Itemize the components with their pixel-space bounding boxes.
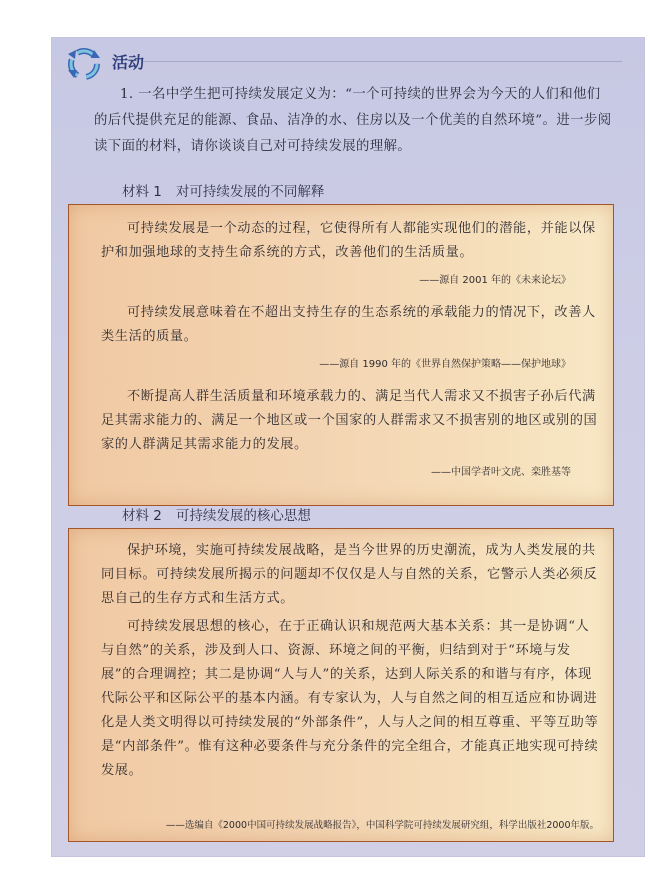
quote-3-text: 不断提高人群生活质量和环境承载力的、满足当代人需求又不损害子孙后代满足其需求能力的、满足一个地区或一个国家的人群需求又不损害别的地区或别的国家的人群满足其需求能力的发展。	[101, 389, 598, 452]
quote-1-text: 可持续发展是一个动态的过程，它使得所有人都能实现他们的潜能，并能以保护和加强地球的支持生命系统的方式，改善他们的生活质量。	[101, 221, 596, 260]
material-1-heading	[122, 180, 324, 200]
quote-2-text: 可持续发展意味着在不超出支持生存的生态系统的承载能力的情况下，改善人类生活的质量。	[101, 305, 596, 344]
material-2-heading	[122, 504, 311, 524]
quote-2-source: ——源自 1990 年的《世界自然保护策略——保护地球》	[319, 359, 571, 370]
quote-3-source: ——中国学者叶文虎、栾胜基等	[431, 467, 571, 478]
material-2-paragraph-2: 可持续发展思想的核心，在于正确认识和规范两大基本关系：其一是协调“人与自然”的关系，涉及到人口、资源、环境之间的平衡，归结到对于“环境与发展”的合理调控；其二是协调“人与人”的关系，达到人际关系的和谐与有序，体现代际公平和区际公平的基本内涵。有专家认为，人与自然之间的相互适应和协调进化是人类文明得以可持续发展的“外部条件”，人与人之间的相互尊重、平等互助等是“内部条件”。惟有这种必要条件与充分条件的完全组合，才能真正地实现可持续发展。	[101, 619, 599, 778]
textbook-page	[52, 38, 644, 856]
quote-1-source: ——源自 2001 年的《未来论坛》	[419, 275, 571, 286]
material-1-title: 对可持续发展的不同解释	[175, 184, 325, 200]
material-1-box	[68, 204, 614, 506]
section-title: 活动	[112, 53, 145, 72]
material-1-label: 材料 1	[122, 184, 162, 200]
material-2-source: ——选编自《2000中国可持续发展战略报告》，中国科学院可持续发展研究组，科学出版社2000年版。	[165, 820, 599, 831]
material-2-label: 材料 2	[122, 508, 162, 524]
intro-paragraph: 1. 一名中学生把可持续发展定义为：“一个可持续的世界会为今天的人们和他们的后代提供充足的能源、食品、洁净的水、住房以及一个优美的自然环境”。进一步阅读下面的材料，请你谈谈自己对可持续发展的理解。	[94, 87, 612, 154]
material-2-paragraph-1: 保护环境，实施可持续发展战略，是当今世界的历史潮流，成为人类发展的共同目标。可持续发展所揭示的问题却不仅仅是人与自然的关系，它警示人类必须反思自己的生存方式和生活方式。	[101, 543, 598, 606]
header-divider	[142, 61, 622, 62]
material-2-title: 可持续发展的核心思想	[175, 508, 311, 524]
material-2-box	[68, 528, 614, 842]
recycle-arrows-icon	[64, 44, 104, 84]
